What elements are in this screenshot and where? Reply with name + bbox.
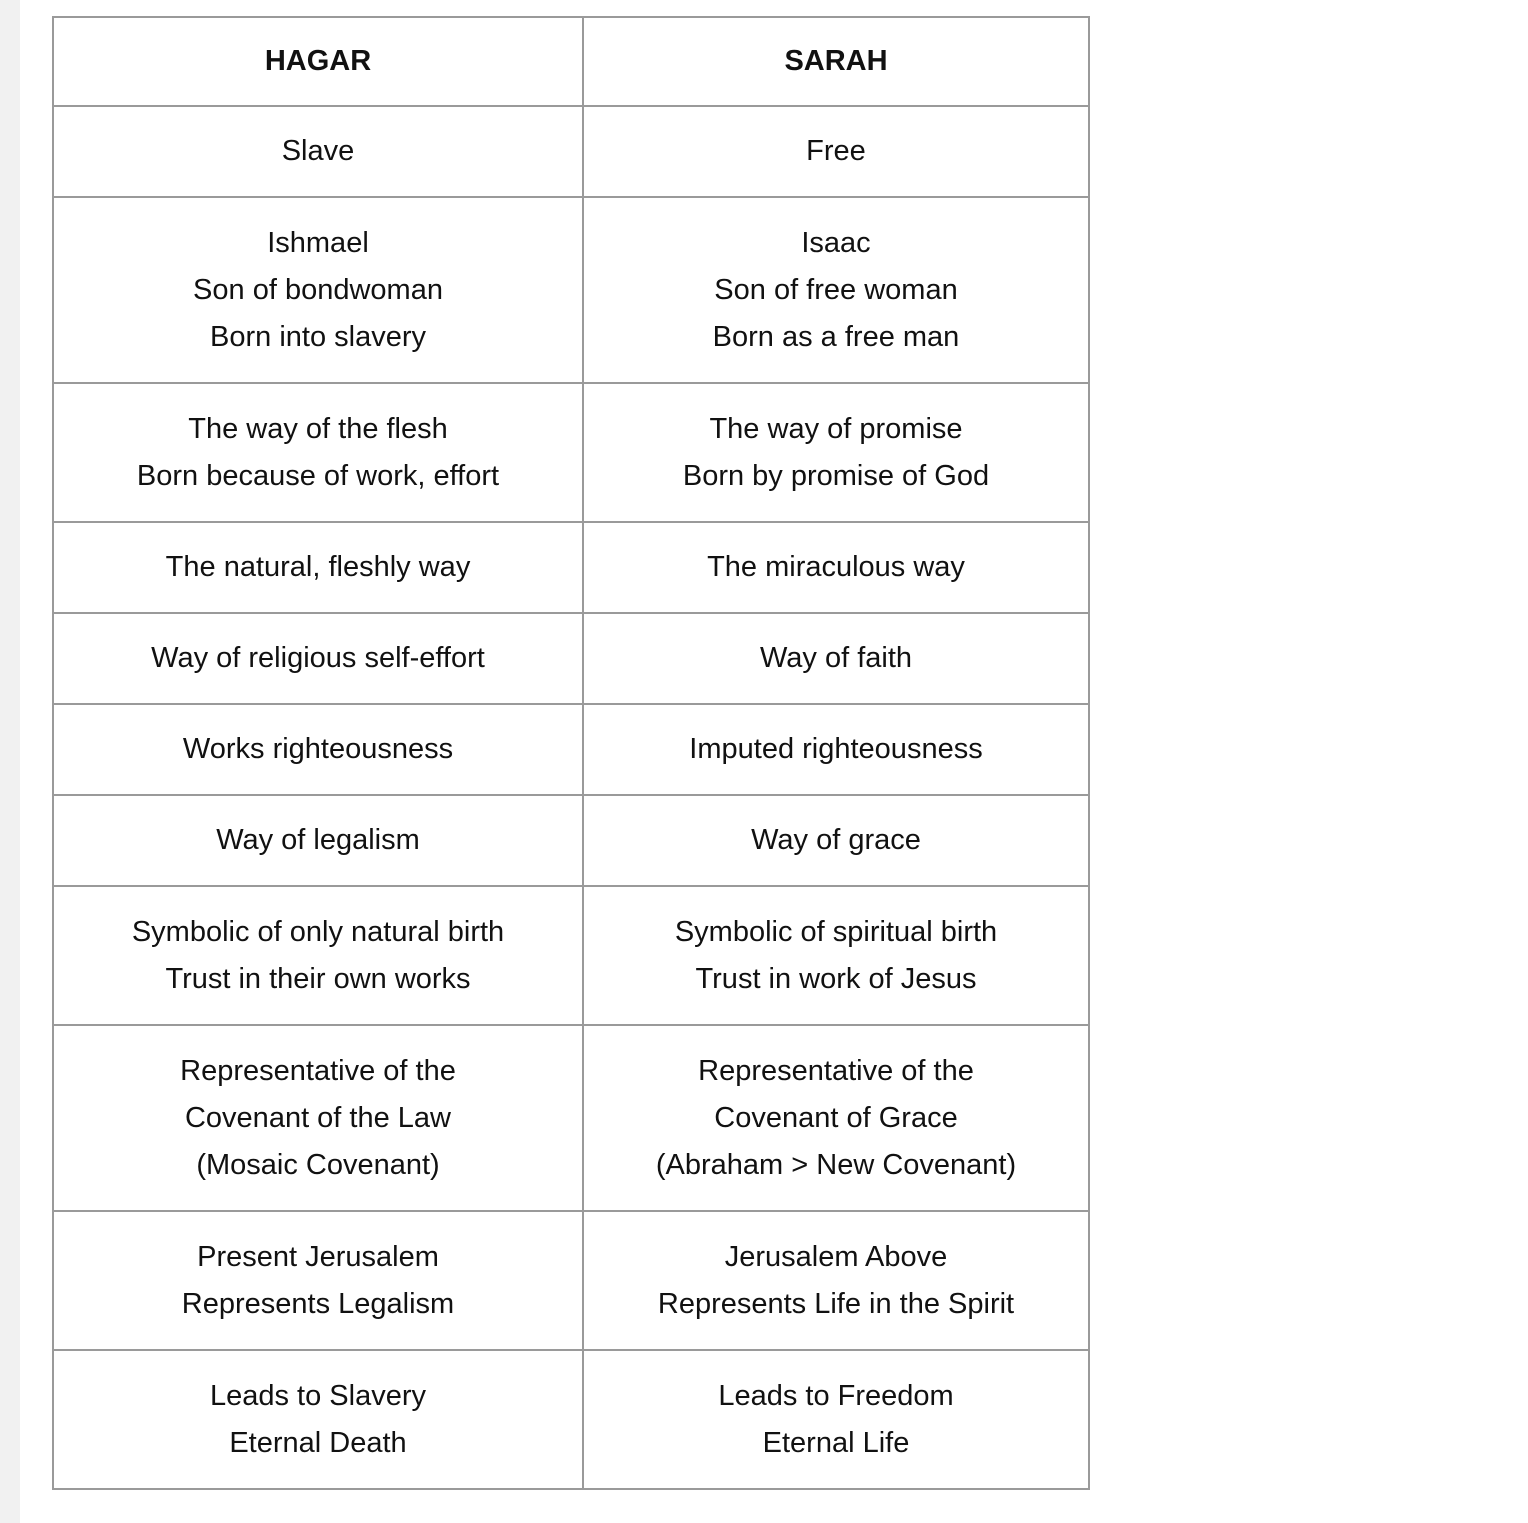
cell-line: Eternal Death bbox=[229, 1426, 407, 1459]
table-cell-sarah bbox=[583, 1025, 1089, 1211]
table-cell-hagar bbox=[53, 1211, 583, 1350]
table-cell-sarah bbox=[583, 704, 1089, 795]
table-cell-hagar bbox=[53, 522, 583, 613]
header-cell-hagar: HAGAR bbox=[53, 17, 583, 106]
left-gutter bbox=[0, 0, 20, 1523]
table-row bbox=[53, 522, 1089, 613]
cell-line: Free bbox=[806, 135, 866, 167]
cell-line: Slave bbox=[281, 135, 355, 167]
table-cell-hagar bbox=[53, 197, 583, 383]
table-row bbox=[53, 383, 1089, 522]
cell-line: Eternal Life bbox=[762, 1426, 910, 1459]
table-row bbox=[53, 1350, 1089, 1489]
cell-line: Trust in work of Jesus bbox=[695, 962, 977, 995]
table-cell-sarah bbox=[583, 106, 1089, 197]
table-cell-sarah bbox=[583, 197, 1089, 383]
table-cell-hagar bbox=[53, 383, 583, 522]
table-cell-hagar bbox=[53, 1025, 583, 1211]
header-row bbox=[53, 17, 1089, 106]
table-row bbox=[53, 106, 1089, 197]
cell-line: Represents Life in the Spirit bbox=[657, 1287, 1015, 1320]
cell-line: Born by promise of God bbox=[682, 459, 990, 492]
table-row bbox=[53, 197, 1089, 383]
table-cell-sarah bbox=[583, 1350, 1089, 1489]
cell-line: Way of faith bbox=[759, 642, 913, 674]
table-row bbox=[53, 704, 1089, 795]
table-row bbox=[53, 795, 1089, 886]
cell-line: Imputed righteousness bbox=[689, 733, 983, 765]
cell-line: Born as a free man bbox=[712, 320, 960, 353]
cell-line: The miraculous way bbox=[707, 551, 965, 583]
table-cell-sarah bbox=[583, 1211, 1089, 1350]
table-cell-sarah bbox=[583, 522, 1089, 613]
cell-line: The natural, fleshly way bbox=[165, 551, 471, 583]
cell-line: Way of legalism bbox=[216, 824, 420, 856]
cell-line: Son of free woman bbox=[714, 273, 958, 306]
table-cell-sarah bbox=[583, 886, 1089, 1025]
cell-line: The way of the flesh bbox=[188, 412, 448, 445]
cell-line: Trust in their own works bbox=[165, 962, 471, 995]
table-cell-hagar bbox=[53, 1350, 583, 1489]
cell-line: Way of grace bbox=[751, 824, 921, 856]
table-cell-hagar bbox=[53, 106, 583, 197]
table-cell-hagar bbox=[53, 613, 583, 704]
table-row bbox=[53, 1211, 1089, 1350]
cell-line: Representative of the bbox=[698, 1054, 974, 1087]
cell-line: Present Jerusalem bbox=[197, 1240, 439, 1273]
table-row bbox=[53, 613, 1089, 704]
cell-line: Leads to Freedom bbox=[718, 1379, 954, 1412]
cell-line: (Abraham > New Covenant) bbox=[655, 1148, 1017, 1181]
comparison-table bbox=[52, 16, 1090, 1490]
table-cell-hagar bbox=[53, 886, 583, 1025]
cell-line: Isaac bbox=[801, 226, 871, 259]
cell-line: Symbolic of spiritual birth bbox=[674, 915, 998, 948]
cell-line: Born because of work, effort bbox=[136, 459, 500, 492]
table-cell-sarah bbox=[583, 795, 1089, 886]
cell-line: The way of promise bbox=[709, 412, 963, 445]
table-cell-sarah bbox=[583, 383, 1089, 522]
cell-line: Works righteousness bbox=[182, 733, 454, 765]
cell-line: Way of religious self-effort bbox=[151, 642, 485, 674]
cell-line: Ishmael bbox=[267, 226, 369, 259]
cell-line: Represents Legalism bbox=[181, 1287, 455, 1320]
table-row bbox=[53, 886, 1089, 1025]
cell-line: Symbolic of only natural birth bbox=[131, 915, 505, 948]
cell-line: Covenant of Grace bbox=[714, 1101, 958, 1134]
cell-line: Covenant of the Law bbox=[184, 1101, 451, 1134]
table-cell-hagar bbox=[53, 795, 583, 886]
cell-line: Son of bondwoman bbox=[193, 273, 443, 306]
table-row bbox=[53, 1025, 1089, 1211]
table-cell-hagar bbox=[53, 704, 583, 795]
header-cell-sarah: SARAH bbox=[583, 17, 1089, 106]
cell-line: Born into slavery bbox=[210, 320, 426, 353]
table-cell-sarah bbox=[583, 613, 1089, 704]
cell-line: (Mosaic Covenant) bbox=[196, 1148, 440, 1181]
cell-line: Representative of the bbox=[180, 1054, 456, 1087]
cell-line: Jerusalem Above bbox=[724, 1240, 948, 1273]
cell-line: Leads to Slavery bbox=[209, 1379, 426, 1412]
